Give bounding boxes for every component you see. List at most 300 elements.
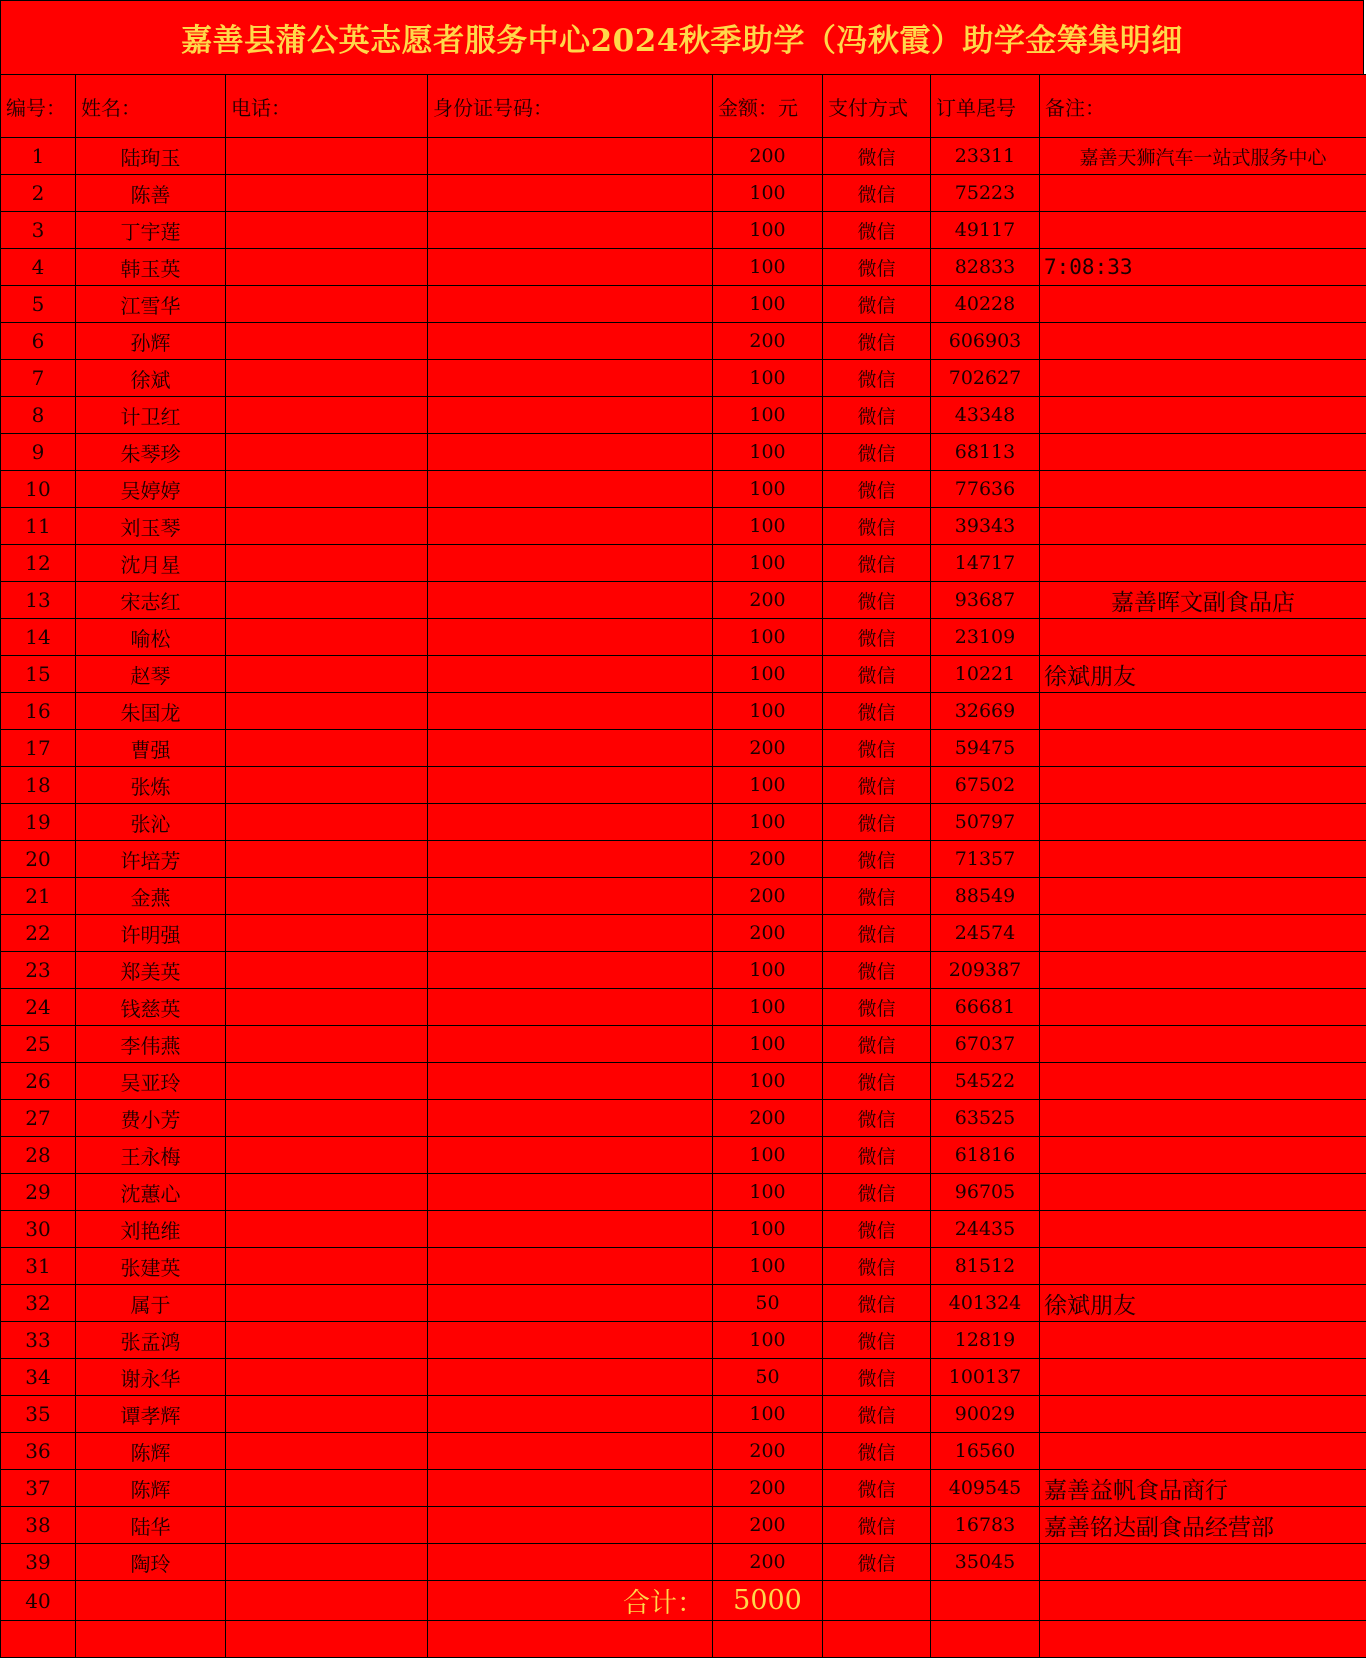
note-cell[interactable] <box>1040 212 1366 249</box>
donor-name[interactable]: 沈月星 <box>76 545 226 582</box>
id-number-cell[interactable] <box>428 952 713 989</box>
donor-name[interactable]: 江雪华 <box>76 286 226 323</box>
row-number[interactable]: 19 <box>1 804 76 841</box>
amount-cell[interactable]: 200 <box>713 1433 823 1470</box>
amount-cell[interactable]: 100 <box>713 619 823 656</box>
row-number[interactable]: 9 <box>1 434 76 471</box>
phone-cell[interactable] <box>226 804 428 841</box>
order-suffix-cell[interactable]: 43348 <box>931 397 1040 434</box>
phone-cell[interactable] <box>226 138 428 175</box>
id-number-cell[interactable] <box>428 656 713 693</box>
row-number[interactable]: 38 <box>1 1507 76 1544</box>
row-number[interactable]: 25 <box>1 1026 76 1063</box>
donor-name[interactable]: 朱琴珍 <box>76 434 226 471</box>
donor-name[interactable]: 陆珣玉 <box>76 138 226 175</box>
header-note[interactable]: 备注： <box>1040 75 1366 138</box>
donor-name[interactable]: 张建英 <box>76 1248 226 1285</box>
amount-cell[interactable]: 100 <box>713 1026 823 1063</box>
id-number-cell[interactable] <box>428 397 713 434</box>
row-number[interactable]: 29 <box>1 1174 76 1211</box>
row-number[interactable]: 10 <box>1 471 76 508</box>
amount-cell[interactable]: 100 <box>713 767 823 804</box>
donor-name[interactable]: 刘玉琴 <box>76 508 226 545</box>
payment-cell[interactable]: 微信 <box>823 1359 931 1396</box>
row-number[interactable]: 30 <box>1 1211 76 1248</box>
donor-name[interactable]: 丁宇莲 <box>76 212 226 249</box>
amount-cell[interactable]: 200 <box>713 138 823 175</box>
payment-cell[interactable]: 微信 <box>823 471 931 508</box>
payment-cell[interactable]: 微信 <box>823 1470 931 1507</box>
payment-cell[interactable]: 微信 <box>823 915 931 952</box>
phone-cell[interactable] <box>226 360 428 397</box>
payment-cell[interactable]: 微信 <box>823 138 931 175</box>
order-suffix-cell[interactable]: 10221 <box>931 656 1040 693</box>
amount-cell[interactable]: 200 <box>713 323 823 360</box>
donor-name[interactable]: 金燕 <box>76 878 226 915</box>
order-suffix-cell[interactable]: 77636 <box>931 471 1040 508</box>
phone-cell[interactable] <box>226 730 428 767</box>
order-suffix-cell[interactable]: 81512 <box>931 1248 1040 1285</box>
order-suffix-cell[interactable]: 67502 <box>931 767 1040 804</box>
order-suffix-cell[interactable]: 100137 <box>931 1359 1040 1396</box>
note-cell[interactable] <box>1040 471 1366 508</box>
phone-cell[interactable] <box>226 1396 428 1433</box>
donor-name[interactable]: 吴亚玲 <box>76 1063 226 1100</box>
id-number-cell[interactable] <box>428 175 713 212</box>
payment-cell[interactable]: 微信 <box>823 1174 931 1211</box>
phone-cell[interactable] <box>226 841 428 878</box>
phone-cell[interactable] <box>226 1063 428 1100</box>
id-number-cell[interactable] <box>428 841 713 878</box>
row-number[interactable]: 11 <box>1 508 76 545</box>
payment-cell[interactable]: 微信 <box>823 323 931 360</box>
note-cell[interactable]: 徐斌朋友 <box>1040 1285 1366 1322</box>
order-suffix-cell[interactable]: 61816 <box>931 1137 1040 1174</box>
phone-cell[interactable] <box>226 989 428 1026</box>
order-suffix-cell[interactable]: 93687 <box>931 582 1040 619</box>
payment-cell[interactable]: 微信 <box>823 1544 931 1581</box>
amount-cell[interactable]: 200 <box>713 1507 823 1544</box>
note-cell[interactable]: 嘉善益帆食品商行 <box>1040 1470 1366 1507</box>
header-order[interactable]: 订单尾号 <box>931 75 1040 138</box>
id-number-cell[interactable] <box>428 1100 713 1137</box>
phone-cell[interactable] <box>226 1507 428 1544</box>
note-cell[interactable] <box>1040 323 1366 360</box>
note-cell[interactable] <box>1040 1322 1366 1359</box>
id-number-cell[interactable] <box>428 1248 713 1285</box>
payment-cell[interactable]: 微信 <box>823 1396 931 1433</box>
payment-cell[interactable]: 微信 <box>823 841 931 878</box>
payment-cell[interactable]: 微信 <box>823 1063 931 1100</box>
payment-cell[interactable]: 微信 <box>823 656 931 693</box>
phone-cell[interactable] <box>226 249 428 286</box>
row-number[interactable]: 34 <box>1 1359 76 1396</box>
row-number[interactable]: 18 <box>1 767 76 804</box>
row-number[interactable]: 21 <box>1 878 76 915</box>
id-number-cell[interactable] <box>428 1507 713 1544</box>
donor-name[interactable]: 郑美英 <box>76 952 226 989</box>
donor-name[interactable]: 费小芳 <box>76 1100 226 1137</box>
payment-cell[interactable]: 微信 <box>823 397 931 434</box>
total-label[interactable]: 合计： <box>428 1581 713 1621</box>
row-number[interactable]: 28 <box>1 1137 76 1174</box>
phone-cell[interactable] <box>226 656 428 693</box>
order-suffix-cell[interactable]: 75223 <box>931 175 1040 212</box>
payment-cell[interactable]: 微信 <box>823 1137 931 1174</box>
donor-name[interactable]: 孙辉 <box>76 323 226 360</box>
payment-cell[interactable]: 微信 <box>823 1433 931 1470</box>
order-suffix-cell[interactable]: 66681 <box>931 989 1040 1026</box>
phone-cell[interactable] <box>226 471 428 508</box>
total-value[interactable]: 5000 <box>713 1581 823 1621</box>
phone-cell[interactable] <box>226 212 428 249</box>
amount-cell[interactable]: 100 <box>713 1174 823 1211</box>
note-cell[interactable]: 7:08:33 <box>1040 249 1366 286</box>
phone-cell[interactable] <box>226 952 428 989</box>
id-number-cell[interactable] <box>428 915 713 952</box>
phone-cell[interactable] <box>226 1544 428 1581</box>
amount-cell[interactable]: 100 <box>713 434 823 471</box>
payment-cell[interactable]: 微信 <box>823 619 931 656</box>
amount-cell[interactable]: 100 <box>713 360 823 397</box>
order-suffix-cell[interactable]: 35045 <box>931 1544 1040 1581</box>
row-number[interactable]: 32 <box>1 1285 76 1322</box>
amount-cell[interactable]: 100 <box>713 545 823 582</box>
note-cell[interactable]: 徐斌朋友 <box>1040 656 1366 693</box>
payment-cell[interactable]: 微信 <box>823 730 931 767</box>
amount-cell[interactable]: 200 <box>713 1470 823 1507</box>
donor-name[interactable]: 吴婷婷 <box>76 471 226 508</box>
payment-cell[interactable]: 微信 <box>823 249 931 286</box>
row-number[interactable]: 27 <box>1 1100 76 1137</box>
payment-cell[interactable]: 微信 <box>823 989 931 1026</box>
phone-cell[interactable] <box>226 1433 428 1470</box>
payment-cell[interactable]: 微信 <box>823 286 931 323</box>
phone-cell[interactable] <box>226 1026 428 1063</box>
donor-name[interactable]: 张孟鸿 <box>76 1322 226 1359</box>
amount-cell[interactable]: 50 <box>713 1285 823 1322</box>
amount-cell[interactable]: 100 <box>713 1248 823 1285</box>
row-number[interactable]: 26 <box>1 1063 76 1100</box>
cell-empty[interactable] <box>1 1621 76 1658</box>
order-suffix-cell[interactable]: 23311 <box>931 138 1040 175</box>
phone-cell[interactable] <box>226 508 428 545</box>
payment-cell[interactable]: 微信 <box>823 1211 931 1248</box>
donor-name[interactable]: 沈蕙心 <box>76 1174 226 1211</box>
row-number[interactable]: 8 <box>1 397 76 434</box>
donor-name[interactable]: 属于 <box>76 1285 226 1322</box>
order-suffix-cell[interactable]: 209387 <box>931 952 1040 989</box>
id-number-cell[interactable] <box>428 434 713 471</box>
id-number-cell[interactable] <box>428 212 713 249</box>
order-suffix-cell[interactable]: 67037 <box>931 1026 1040 1063</box>
note-cell[interactable] <box>1040 841 1366 878</box>
payment-cell[interactable]: 微信 <box>823 1285 931 1322</box>
phone-cell[interactable] <box>226 1137 428 1174</box>
payment-cell[interactable]: 微信 <box>823 952 931 989</box>
phone-cell[interactable] <box>226 545 428 582</box>
amount-cell[interactable]: 200 <box>713 1544 823 1581</box>
note-cell[interactable] <box>1040 1359 1366 1396</box>
amount-cell[interactable]: 100 <box>713 1211 823 1248</box>
id-number-cell[interactable] <box>428 471 713 508</box>
id-number-cell[interactable] <box>428 1026 713 1063</box>
payment-cell[interactable]: 微信 <box>823 212 931 249</box>
cell-empty[interactable] <box>713 1621 823 1658</box>
order-suffix-cell[interactable]: 49117 <box>931 212 1040 249</box>
id-number-cell[interactable] <box>428 693 713 730</box>
amount-cell[interactable]: 200 <box>713 582 823 619</box>
row-number[interactable]: 36 <box>1 1433 76 1470</box>
amount-cell[interactable]: 100 <box>713 989 823 1026</box>
phone-cell[interactable] <box>226 1470 428 1507</box>
donor-name[interactable]: 陈善 <box>76 175 226 212</box>
row-number[interactable]: 4 <box>1 249 76 286</box>
cell-empty[interactable] <box>226 1621 428 1658</box>
phone-cell[interactable] <box>226 323 428 360</box>
donor-name[interactable]: 喻松 <box>76 619 226 656</box>
row-number[interactable]: 12 <box>1 545 76 582</box>
row-number[interactable]: 20 <box>1 841 76 878</box>
note-cell[interactable]: 嘉善天狮汽车一站式服务中心 <box>1040 138 1366 175</box>
id-number-cell[interactable] <box>428 767 713 804</box>
phone-cell[interactable] <box>226 286 428 323</box>
id-number-cell[interactable] <box>428 1433 713 1470</box>
phone-cell[interactable] <box>226 434 428 471</box>
order-suffix-cell[interactable]: 606903 <box>931 323 1040 360</box>
donor-name[interactable]: 谢永华 <box>76 1359 226 1396</box>
order-suffix-cell[interactable]: 68113 <box>931 434 1040 471</box>
id-number-cell[interactable] <box>428 508 713 545</box>
note-cell[interactable] <box>1040 1137 1366 1174</box>
id-number-cell[interactable] <box>428 545 713 582</box>
donor-name[interactable]: 宋志红 <box>76 582 226 619</box>
order-suffix-cell[interactable]: 16560 <box>931 1433 1040 1470</box>
phone-cell[interactable] <box>226 175 428 212</box>
payment-cell[interactable]: 微信 <box>823 1322 931 1359</box>
phone-cell[interactable] <box>226 1322 428 1359</box>
phone-cell[interactable] <box>226 619 428 656</box>
donor-name[interactable]: 韩玉英 <box>76 249 226 286</box>
row-number[interactable]: 3 <box>1 212 76 249</box>
amount-cell[interactable]: 100 <box>713 1063 823 1100</box>
donor-name[interactable]: 陈辉 <box>76 1470 226 1507</box>
note-cell[interactable] <box>1040 508 1366 545</box>
id-number-cell[interactable] <box>428 323 713 360</box>
row-number[interactable]: 2 <box>1 175 76 212</box>
id-number-cell[interactable] <box>428 360 713 397</box>
total-row-number[interactable]: 40 <box>1 1581 76 1621</box>
id-number-cell[interactable] <box>428 1063 713 1100</box>
id-number-cell[interactable] <box>428 804 713 841</box>
payment-cell[interactable]: 微信 <box>823 360 931 397</box>
row-number[interactable]: 6 <box>1 323 76 360</box>
row-number[interactable]: 13 <box>1 582 76 619</box>
cell-empty[interactable] <box>1040 1621 1366 1658</box>
payment-cell[interactable]: 微信 <box>823 508 931 545</box>
payment-cell[interactable]: 微信 <box>823 693 931 730</box>
note-cell[interactable] <box>1040 730 1366 767</box>
amount-cell[interactable]: 100 <box>713 508 823 545</box>
phone-cell[interactable] <box>226 1174 428 1211</box>
header-phone[interactable]: 电话： <box>226 75 428 138</box>
order-suffix-cell[interactable]: 32669 <box>931 693 1040 730</box>
row-number[interactable]: 7 <box>1 360 76 397</box>
note-cell[interactable] <box>1040 952 1366 989</box>
note-cell[interactable] <box>1040 360 1366 397</box>
row-number[interactable]: 14 <box>1 619 76 656</box>
note-cell[interactable] <box>1040 915 1366 952</box>
note-cell[interactable] <box>1040 693 1366 730</box>
phone-cell[interactable] <box>226 1285 428 1322</box>
row-number[interactable]: 15 <box>1 656 76 693</box>
payment-cell[interactable]: 微信 <box>823 1507 931 1544</box>
donor-name[interactable]: 许培芳 <box>76 841 226 878</box>
note-cell[interactable] <box>1040 434 1366 471</box>
order-suffix-cell[interactable]: 40228 <box>931 286 1040 323</box>
id-number-cell[interactable] <box>428 878 713 915</box>
phone-cell[interactable] <box>226 1100 428 1137</box>
order-suffix-cell[interactable]: 24574 <box>931 915 1040 952</box>
phone-cell[interactable] <box>226 1359 428 1396</box>
payment-cell[interactable]: 微信 <box>823 1026 931 1063</box>
amount-cell[interactable]: 200 <box>713 1100 823 1137</box>
row-number[interactable]: 1 <box>1 138 76 175</box>
note-cell[interactable] <box>1040 397 1366 434</box>
order-suffix-cell[interactable]: 50797 <box>931 804 1040 841</box>
payment-cell[interactable]: 微信 <box>823 804 931 841</box>
order-suffix-cell[interactable]: 24435 <box>931 1211 1040 1248</box>
note-cell[interactable] <box>1040 1174 1366 1211</box>
amount-cell[interactable]: 50 <box>713 1359 823 1396</box>
cell-empty[interactable] <box>1040 1581 1366 1621</box>
payment-cell[interactable]: 微信 <box>823 582 931 619</box>
donor-name[interactable]: 王永梅 <box>76 1137 226 1174</box>
order-suffix-cell[interactable]: 409545 <box>931 1470 1040 1507</box>
order-suffix-cell[interactable]: 16783 <box>931 1507 1040 1544</box>
order-suffix-cell[interactable]: 96705 <box>931 1174 1040 1211</box>
donor-name[interactable]: 计卫红 <box>76 397 226 434</box>
order-suffix-cell[interactable]: 59475 <box>931 730 1040 767</box>
cell-empty[interactable] <box>931 1581 1040 1621</box>
phone-cell[interactable] <box>226 878 428 915</box>
row-number[interactable]: 16 <box>1 693 76 730</box>
cell-empty[interactable] <box>76 1581 226 1621</box>
note-cell[interactable] <box>1040 619 1366 656</box>
header-amount[interactable]: 金额：元 <box>713 75 823 138</box>
phone-cell[interactable] <box>226 397 428 434</box>
id-number-cell[interactable] <box>428 1174 713 1211</box>
id-number-cell[interactable] <box>428 989 713 1026</box>
amount-cell[interactable]: 200 <box>713 841 823 878</box>
cell-empty[interactable] <box>428 1621 713 1658</box>
amount-cell[interactable]: 100 <box>713 471 823 508</box>
donor-name[interactable]: 徐斌 <box>76 360 226 397</box>
phone-cell[interactable] <box>226 693 428 730</box>
amount-cell[interactable]: 100 <box>713 397 823 434</box>
id-number-cell[interactable] <box>428 582 713 619</box>
donor-name[interactable]: 张沁 <box>76 804 226 841</box>
row-number[interactable]: 33 <box>1 1322 76 1359</box>
order-suffix-cell[interactable]: 90029 <box>931 1396 1040 1433</box>
note-cell[interactable] <box>1040 1063 1366 1100</box>
id-number-cell[interactable] <box>428 286 713 323</box>
donor-name[interactable]: 张炼 <box>76 767 226 804</box>
amount-cell[interactable]: 100 <box>713 249 823 286</box>
cell-empty[interactable] <box>823 1621 931 1658</box>
id-number-cell[interactable] <box>428 1322 713 1359</box>
id-number-cell[interactable] <box>428 1396 713 1433</box>
phone-cell[interactable] <box>226 767 428 804</box>
payment-cell[interactable]: 微信 <box>823 878 931 915</box>
donor-name[interactable]: 许明强 <box>76 915 226 952</box>
id-number-cell[interactable] <box>428 619 713 656</box>
order-suffix-cell[interactable]: 23109 <box>931 619 1040 656</box>
id-number-cell[interactable] <box>428 1544 713 1581</box>
cell-empty[interactable] <box>823 1581 931 1621</box>
payment-cell[interactable]: 微信 <box>823 545 931 582</box>
id-number-cell[interactable] <box>428 138 713 175</box>
amount-cell[interactable]: 100 <box>713 1322 823 1359</box>
payment-cell[interactable]: 微信 <box>823 1100 931 1137</box>
payment-cell[interactable]: 微信 <box>823 767 931 804</box>
order-suffix-cell[interactable]: 63525 <box>931 1100 1040 1137</box>
phone-cell[interactable] <box>226 915 428 952</box>
note-cell[interactable] <box>1040 989 1366 1026</box>
donor-name[interactable]: 谭孝辉 <box>76 1396 226 1433</box>
id-number-cell[interactable] <box>428 1470 713 1507</box>
cell-empty[interactable] <box>76 1621 226 1658</box>
note-cell[interactable] <box>1040 1433 1366 1470</box>
donor-name[interactable]: 朱国龙 <box>76 693 226 730</box>
note-cell[interactable] <box>1040 1211 1366 1248</box>
id-number-cell[interactable] <box>428 249 713 286</box>
note-cell[interactable]: 嘉善铭达副食品经营部 <box>1040 1507 1366 1544</box>
note-cell[interactable] <box>1040 767 1366 804</box>
amount-cell[interactable]: 100 <box>713 286 823 323</box>
note-cell[interactable] <box>1040 1100 1366 1137</box>
note-cell[interactable] <box>1040 804 1366 841</box>
row-number[interactable]: 31 <box>1 1248 76 1285</box>
note-cell[interactable] <box>1040 1396 1366 1433</box>
header-no[interactable]: 编号： <box>1 75 76 138</box>
amount-cell[interactable]: 100 <box>713 175 823 212</box>
row-number[interactable]: 17 <box>1 730 76 767</box>
order-suffix-cell[interactable]: 71357 <box>931 841 1040 878</box>
id-number-cell[interactable] <box>428 1211 713 1248</box>
donor-name[interactable]: 钱慈英 <box>76 989 226 1026</box>
id-number-cell[interactable] <box>428 1137 713 1174</box>
row-number[interactable]: 35 <box>1 1396 76 1433</box>
note-cell[interactable] <box>1040 1026 1366 1063</box>
row-number[interactable]: 22 <box>1 915 76 952</box>
amount-cell[interactable]: 100 <box>713 804 823 841</box>
note-cell[interactable]: 嘉善晖文副食品店 <box>1040 582 1366 619</box>
order-suffix-cell[interactable]: 12819 <box>931 1322 1040 1359</box>
note-cell[interactable] <box>1040 1248 1366 1285</box>
row-number[interactable]: 37 <box>1 1470 76 1507</box>
amount-cell[interactable]: 100 <box>713 693 823 730</box>
payment-cell[interactable]: 微信 <box>823 175 931 212</box>
row-number[interactable]: 5 <box>1 286 76 323</box>
amount-cell[interactable]: 100 <box>713 212 823 249</box>
donor-name[interactable]: 陶玲 <box>76 1544 226 1581</box>
payment-cell[interactable]: 微信 <box>823 1248 931 1285</box>
order-suffix-cell[interactable]: 54522 <box>931 1063 1040 1100</box>
amount-cell[interactable]: 100 <box>713 952 823 989</box>
order-suffix-cell[interactable]: 401324 <box>931 1285 1040 1322</box>
row-number[interactable]: 24 <box>1 989 76 1026</box>
